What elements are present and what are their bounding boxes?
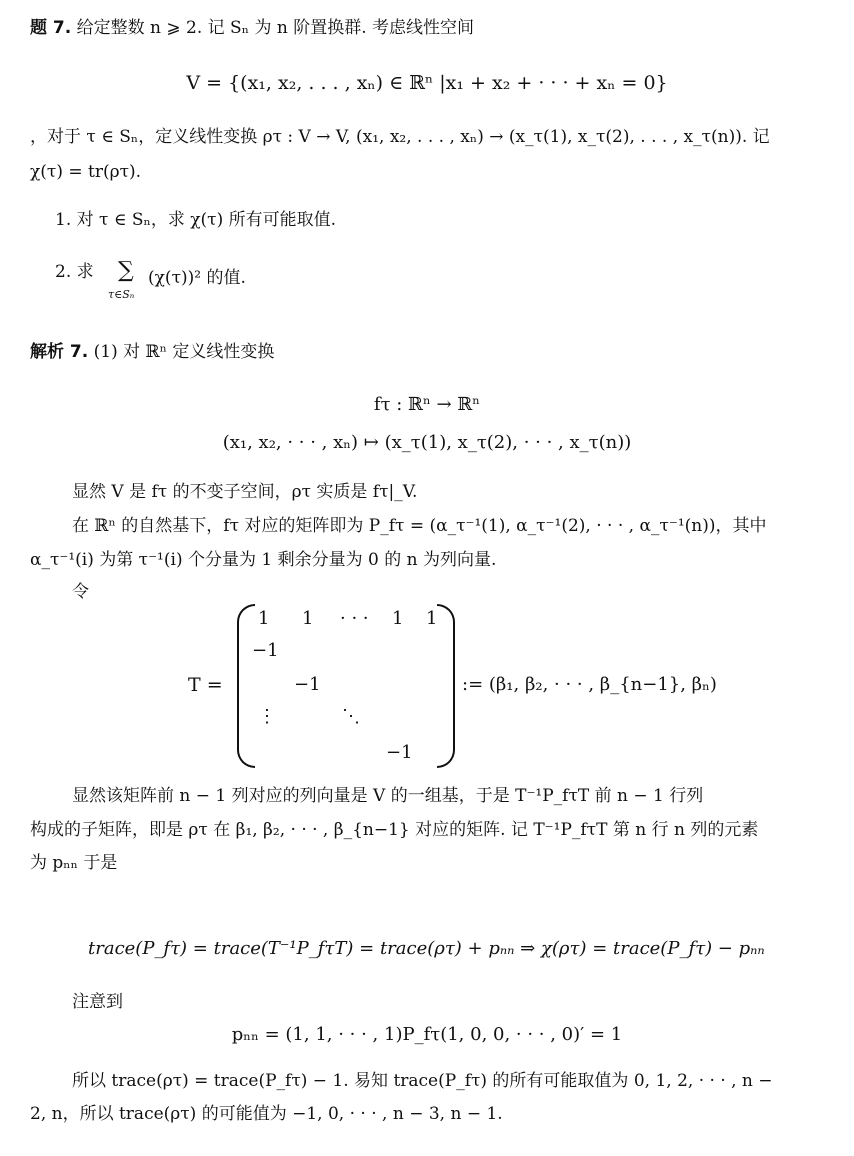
paragraph-3a: 显然该矩阵前 n − 1 列对应的列向量是 V 的一组基，于是 T⁻¹P_fτT 前 n − 1 行列	[72, 786, 704, 806]
matrix-prefix: T =	[188, 674, 223, 696]
matrix-cell: 1	[426, 608, 438, 629]
question-2-rest: (χ(τ))² 的值.	[148, 268, 246, 288]
trace-equation: trace(P_fτ) = trace(T⁻¹P_fτT) = trace(ρτ) + pₙₙ ⇒ χ(ρτ) = trace(P_fτ) − pₙₙ	[88, 938, 765, 959]
ling-word: 令	[72, 582, 89, 602]
question-1: 1. 对 τ ∈ Sₙ，求 χ(τ) 所有可能取值.	[55, 210, 337, 230]
solution-intro: (1) 对 ℝⁿ 定义线性变换	[93, 342, 275, 362]
problem-label: 题 7.	[30, 18, 72, 38]
map-definition-1: fτ : ℝⁿ → ℝⁿ	[373, 394, 481, 415]
solution-header	[30, 342, 274, 362]
matrix-cell: 1	[302, 608, 314, 629]
matrix-cell: 1	[258, 608, 270, 629]
solution-label: 解析 7.	[30, 342, 89, 362]
matrix-cell: · · ·	[340, 608, 369, 629]
matrix-cell: −1	[252, 640, 279, 661]
matrix-left-paren	[237, 604, 255, 768]
matrix-cell: −1	[386, 742, 413, 763]
paragraph-2b: α_τ⁻¹(i) 为第 τ⁻¹(i) 个分量为 1 剩余分量为 0 的 n 为列向量.	[30, 550, 497, 570]
paragraph-2a: 在 ℝⁿ 的自然基下，fτ 对应的矩阵即为 P_fτ = (α_τ⁻¹(1), α_τ⁻¹(2), · · · , α_τ⁻¹(n))，其中	[72, 516, 767, 536]
matrix-cell: ⋮	[258, 706, 276, 727]
sum-subscript: τ∈Sₙ	[108, 288, 135, 301]
problem-line-2: ，对于 τ ∈ Sₙ，定义线性变换 ρτ : V → V, (x₁, x₂, . . . , xₙ) → (x_τ(1), x_τ(2), . . . , x_τ(n)). 记	[30, 127, 770, 147]
map-definition-2: (x₁, x₂, · · · , xₙ) ↦ (x_τ(1), x_τ(2), · · · , x_τ(n))	[222, 432, 632, 453]
matrix-cell: ⋱	[342, 706, 360, 727]
note-word: 注意到	[72, 992, 123, 1012]
paragraph-4b: 2, n，所以 trace(ρτ) 的可能值为 −1, 0, · · · , n − 3, n − 1.	[30, 1104, 503, 1124]
matrix-cell: 1	[392, 608, 404, 629]
matrix-suffix: := (β₁, β₂, · · · , β_{n−1}, βₙ)	[462, 674, 717, 695]
problem-header	[30, 18, 474, 38]
space-definition: V = {(x₁, x₂, . . . , xₙ) ∈ ℝⁿ |x₁ + x₂ + · · · + xₙ = 0}	[186, 72, 668, 94]
paragraph-3c: 为 pₙₙ 于是	[30, 853, 118, 873]
problem-line-3: χ(τ) = tr(ρτ).	[30, 162, 142, 182]
sum-symbol: ∑	[118, 258, 134, 283]
paragraph-3b: 构成的子矩阵，即是 ρτ 在 β₁, β₂, · · · , β_{n−1} 对应的矩阵. 记 T⁻¹P_fτT 第 n 行 n 列的元素	[30, 820, 759, 840]
paragraph-4a: 所以 trace(ρτ) = trace(P_fτ) − 1. 易知 trace(P_fτ) 的所有可能取值为 0, 1, 2, · · · , n −	[72, 1071, 773, 1091]
matrix-cell: −1	[294, 674, 321, 695]
pnn-equation: pₙₙ = (1, 1, · · · , 1)P_fτ(1, 0, 0, · · · , 0)′ = 1	[231, 1024, 623, 1045]
problem-intro: 给定整数 n ⩾ 2. 记 Sₙ 为 n 阶置换群. 考虑线性空间	[76, 18, 475, 38]
question-2-prefix: 2. 求	[55, 262, 94, 282]
matrix-T	[0, 600, 854, 770]
paragraph-1: 显然 V 是 fτ 的不变子空间，ρτ 实质是 fτ|_V.	[72, 482, 418, 502]
matrix-right-paren	[437, 604, 455, 768]
